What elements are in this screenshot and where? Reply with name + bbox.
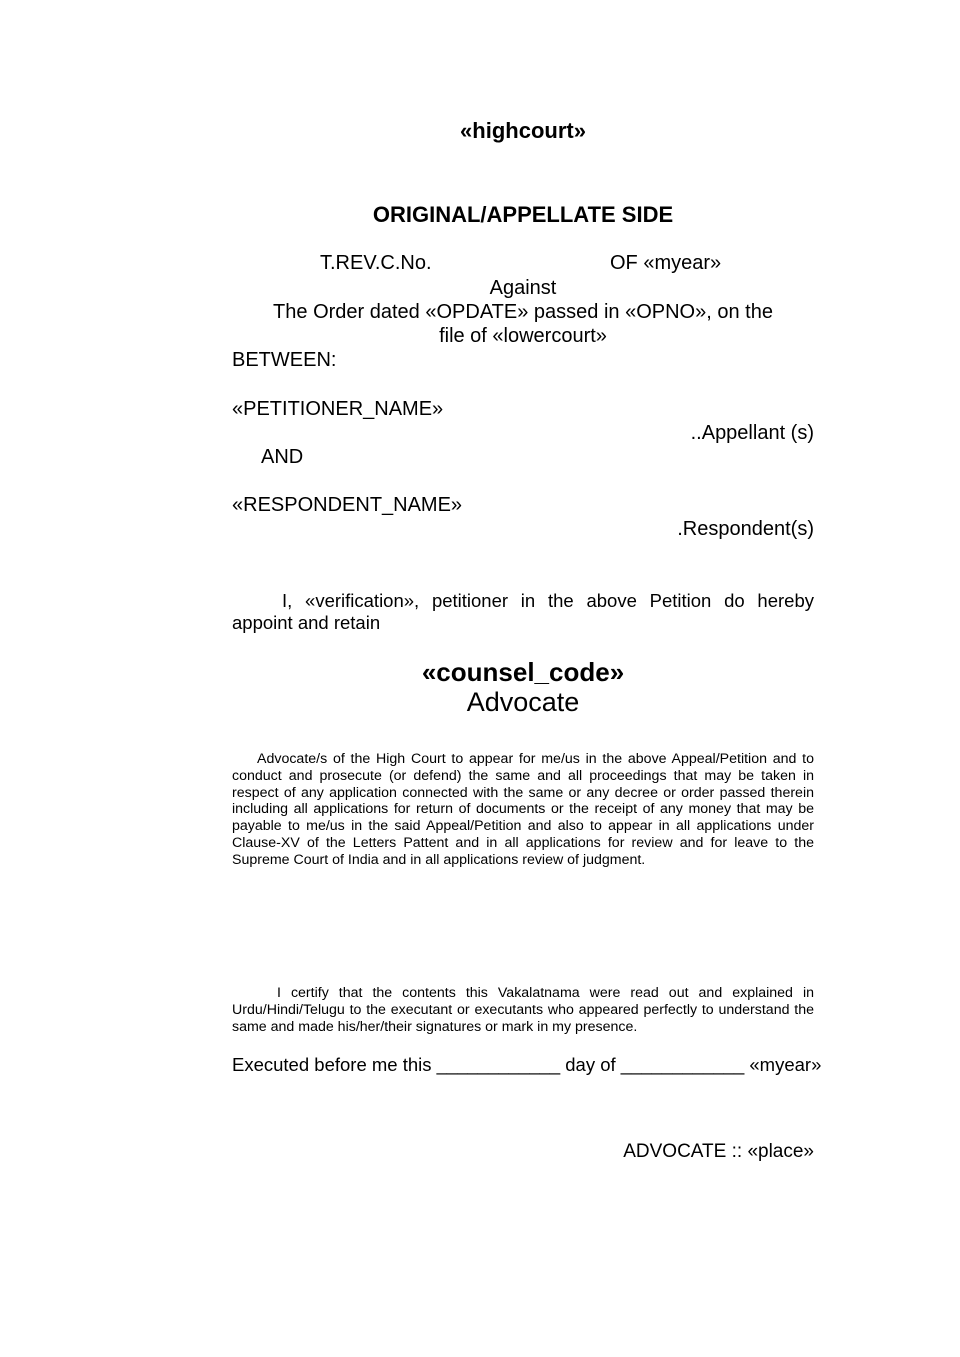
and-label: AND [261, 446, 304, 468]
court-name-heading: «highcourt» [460, 118, 586, 143]
certification-paragraph: I certify that the contents this Vakalatnama were read out and explained in Urdu/Hindi/Telugu to the executant or executants who appeared perfectly to understand the same and made his/her/their signatures or mark in my presence. [232, 985, 814, 1035]
appellant-role: ..Appellant (s) [690, 422, 814, 444]
order-details-line2: file of «lowercourt» [439, 325, 607, 347]
between-label: BETWEEN: [232, 349, 337, 371]
appointment-paragraph: I, «verification», petitioner in the above Petition do hereby appoint and retain [232, 590, 814, 633]
order-details-line1: The Order dated «OPDATE» passed in «OPNO», on the [273, 301, 773, 323]
authority-paragraph: Advocate/s of the High Court to appear for me/us in the above Appeal/Petition and to conduct and prosecute (or defend) the same and all proceedings that may be taken in respect of any application connected with the same or any decree or order passed therein including all applications for return of documents or the receipt of any money that may be payable to me/us in the said Appeal/Petition and also to appear in all applications under Clause-XV of the Letters Pattent and in all applications for review and for leave to the Supreme Court of India and in all applications review of judgment. [232, 751, 814, 868]
against-label: Against [489, 277, 557, 299]
case-number-label: T.REV.C.No. [320, 252, 432, 274]
case-year: OF «myear» [610, 252, 722, 274]
counsel-code: «counsel_code» [421, 657, 625, 687]
advocate-place-signature: ADVOCATE :: «place» [623, 1141, 814, 1162]
respondent-role: .Respondent(s) [677, 518, 814, 540]
execution-line: Executed before me this ____________ day of ____________ «myear» [232, 1054, 822, 1075]
advocate-title: Advocate [466, 687, 580, 717]
respondent-name: «RESPONDENT_NAME» [232, 494, 463, 516]
petitioner-name: «PETITIONER_NAME» [232, 398, 444, 420]
side-heading: ORIGINAL/APPELLATE SIDE [372, 202, 674, 227]
